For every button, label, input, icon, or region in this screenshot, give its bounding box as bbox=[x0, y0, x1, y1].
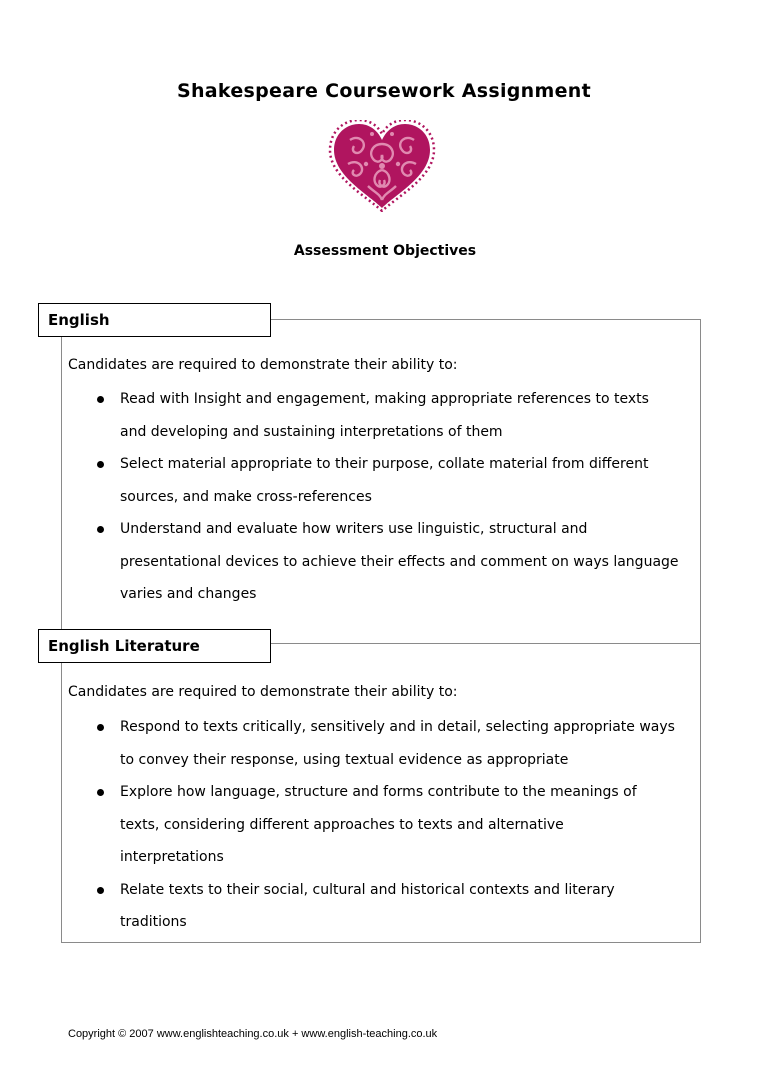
bullet-icon bbox=[97, 461, 104, 468]
list-item: Read with Insight and engagement, making appropriate references to texts and developing and sustaining interpretations of them bbox=[96, 383, 696, 448]
section-subtitle: Assessment Objectives bbox=[293, 243, 477, 259]
bullet-icon bbox=[97, 887, 104, 894]
list-item: Relate texts to their social, cultural and historical contexts and literary traditions bbox=[96, 874, 696, 939]
list-item: Select material appropriate to their purpose, collate material from different sources, and make cross-references bbox=[96, 448, 696, 513]
english-objectives-list bbox=[96, 383, 696, 611]
literature-intro: Candidates are required to demonstrate their ability to: bbox=[68, 684, 458, 700]
bullet-icon bbox=[97, 396, 104, 403]
bullet-icon bbox=[97, 526, 104, 533]
list-item: Understand and evaluate how writers use linguistic, structural and presentational devices to achieve their effects and comment on ways language varies and changes bbox=[96, 513, 696, 611]
list-item: Explore how language, structure and forms contribute to the meanings of texts, considering different approaches to texts and alternative interpretations bbox=[96, 776, 696, 874]
literature-objectives-list bbox=[96, 711, 696, 939]
list-item: Respond to texts critically, sensitively and in detail, selecting appropriate ways to convey their response, using textual evidence as appropriate bbox=[96, 711, 696, 776]
bullet-icon bbox=[97, 789, 104, 796]
bullet-icon bbox=[97, 724, 104, 731]
document-title: Shakespeare Coursework Assignment bbox=[176, 80, 591, 102]
english-intro: Candidates are required to demonstrate their ability to: bbox=[68, 357, 458, 373]
heart-icon bbox=[328, 120, 436, 212]
english-heading: English bbox=[38, 303, 271, 337]
copyright-footer: Copyright © 2007 www.englishteaching.co.uk + www.english-teaching.co.uk bbox=[68, 1028, 438, 1040]
english-literature-heading: English Literature bbox=[38, 629, 271, 663]
